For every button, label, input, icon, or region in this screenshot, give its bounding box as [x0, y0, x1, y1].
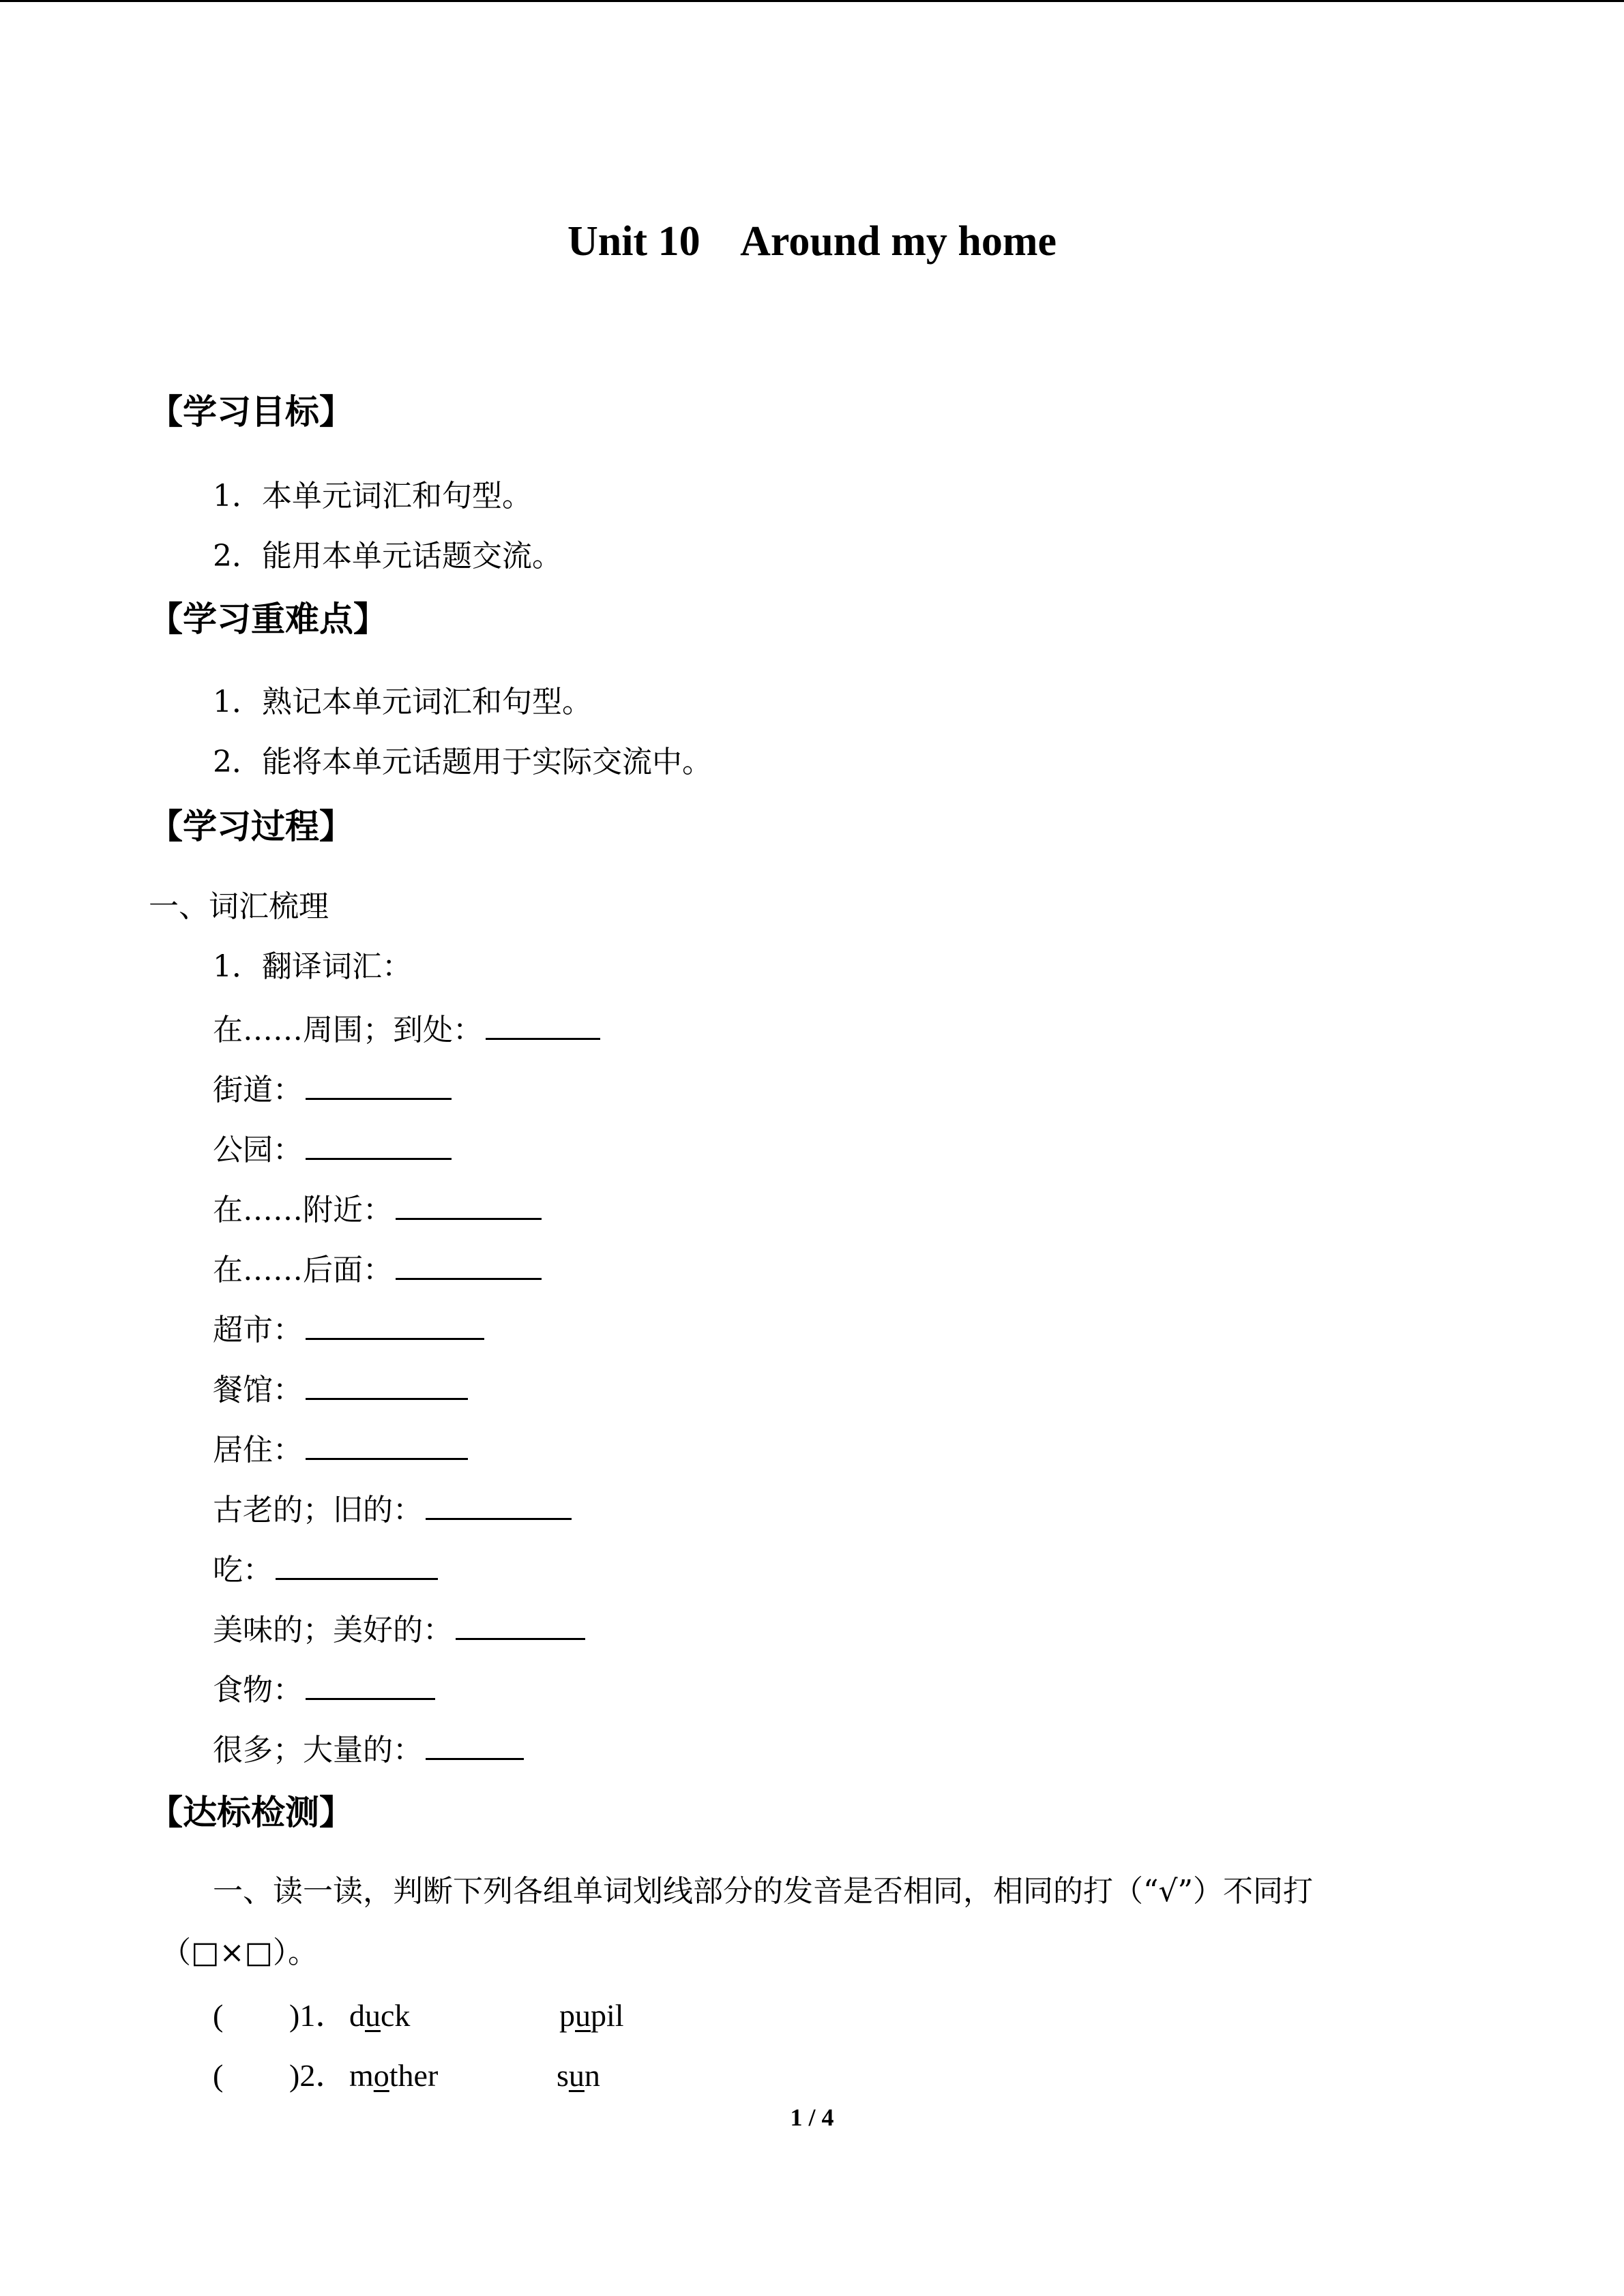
- answer-blank[interactable]: [396, 1248, 542, 1280]
- check-instruction-line1: 一、读一读，判断下列各组单词划线部分的发音是否相同，相同的打（“√”）不同打: [213, 1874, 1314, 1909]
- vocab-item: 在……附近：: [213, 1188, 542, 1229]
- vocab-item: 街道：: [213, 1068, 452, 1109]
- word-2: sun: [557, 2058, 600, 2093]
- question-number: )2．: [289, 2058, 347, 2093]
- vocab-item: 食物：: [213, 1668, 435, 1710]
- word-1: duck: [349, 1998, 411, 2033]
- vocab-item: 公园：: [213, 1128, 452, 1169]
- page-number: 1 / 4: [790, 2104, 834, 2131]
- answer-blank[interactable]: [276, 1548, 438, 1580]
- answer-blank[interactable]: [426, 1488, 572, 1520]
- answer-blank[interactable]: [396, 1188, 542, 1220]
- check-instruction-line2: （□×□）。: [161, 1935, 319, 1970]
- answer-blank[interactable]: [486, 1008, 600, 1040]
- question-number: )1．: [289, 1998, 347, 2033]
- answer-blank[interactable]: [456, 1608, 585, 1640]
- vocab-item: 在……后面：: [213, 1248, 542, 1289]
- answer-blank[interactable]: [306, 1068, 452, 1100]
- task-translate: 1．翻译词汇：: [213, 949, 412, 984]
- answer-blank[interactable]: [306, 1668, 435, 1700]
- page-title: Unit 10 Around my home: [567, 218, 1057, 265]
- answer-paren-open[interactable]: (: [213, 1998, 224, 2033]
- word-2: pupil: [559, 1998, 624, 2033]
- key-point-item-2: 2．能将本单元话题用于实际交流中。: [213, 745, 712, 779]
- goal-item-2: 2．能用本单元话题交流。: [213, 539, 562, 573]
- answer-blank[interactable]: [426, 1728, 524, 1760]
- vocab-item: 超市：: [213, 1308, 484, 1350]
- goal-item-1: 1．本单元词汇和句型。: [213, 479, 532, 513]
- answer-blank[interactable]: [306, 1428, 468, 1460]
- vocab-item: 餐馆：: [213, 1368, 468, 1410]
- page-top-border: [0, 0, 1624, 2]
- section-heading-key-points: 【学习重难点】: [149, 599, 387, 639]
- vocab-item: 吃：: [213, 1548, 438, 1590]
- answer-blank[interactable]: [306, 1128, 452, 1160]
- part-title-vocab: 一、词汇梳理: [149, 889, 329, 924]
- key-point-item-1: 1．熟记本单元词汇和句型。: [213, 685, 592, 719]
- vocab-item: 居住：: [213, 1428, 468, 1470]
- section-heading-process: 【学习过程】: [149, 807, 353, 846]
- vocab-item: 美味的；美好的：: [213, 1608, 585, 1650]
- word-1: mother: [349, 2058, 439, 2093]
- section-heading-check: 【达标检测】: [149, 1793, 353, 1832]
- section-heading-goals: 【学习目标】: [149, 392, 353, 432]
- answer-paren-open[interactable]: (: [213, 2058, 224, 2093]
- answer-blank[interactable]: [306, 1368, 468, 1400]
- vocab-item: 很多；大量的：: [213, 1728, 524, 1770]
- vocab-item: 古老的；旧的：: [213, 1488, 572, 1530]
- vocab-item: 在……周围；到处：: [213, 1008, 600, 1049]
- answer-blank[interactable]: [306, 1308, 484, 1340]
